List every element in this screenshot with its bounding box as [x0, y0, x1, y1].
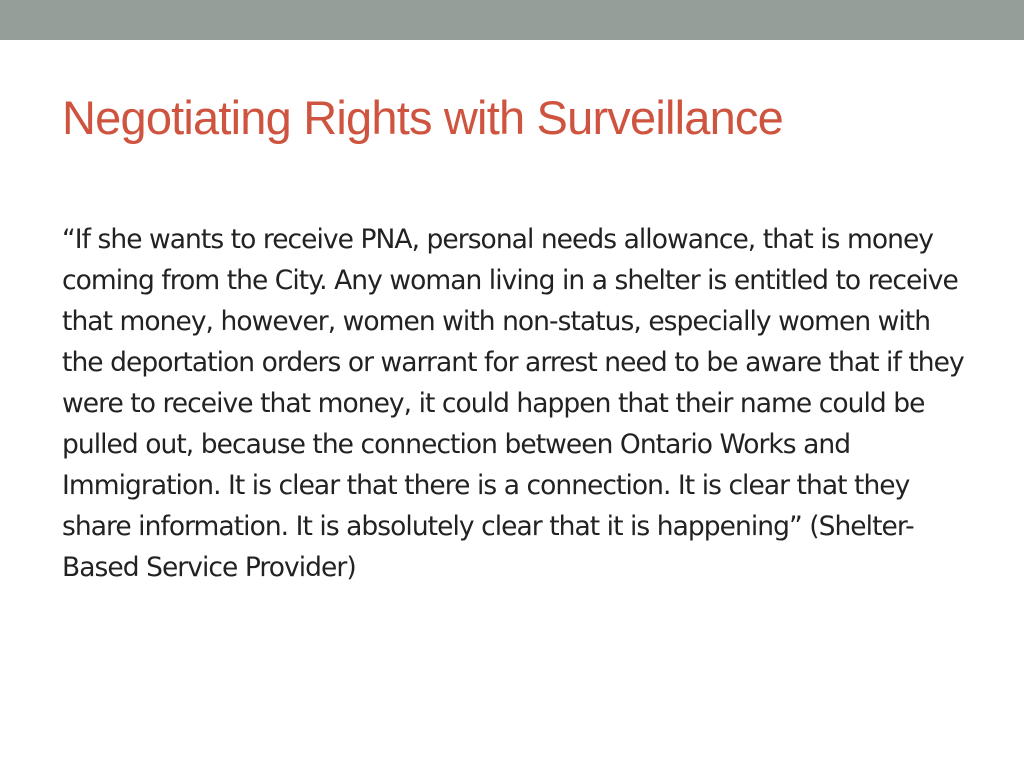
slide-title: Negotiating Rights with Surveillance — [62, 91, 783, 144]
top-band — [0, 0, 1024, 40]
slide-body-quote: “If she wants to receive PNA, personal needs allowance, that is money coming from the City. Any woman living in a shelter is entitled to receive that money, however, women with non-status, especially women with the deportation orders or warrant for arrest need to be aware that if they were to receive that money, it could happen that their name could be pulled out, because the connection between Ontario Works and Immigration. It is clear that there is a connection. It is clear that they share information. It is absolutely clear that it is happening” (Shelter-Based Service Provider) — [62, 224, 964, 583]
